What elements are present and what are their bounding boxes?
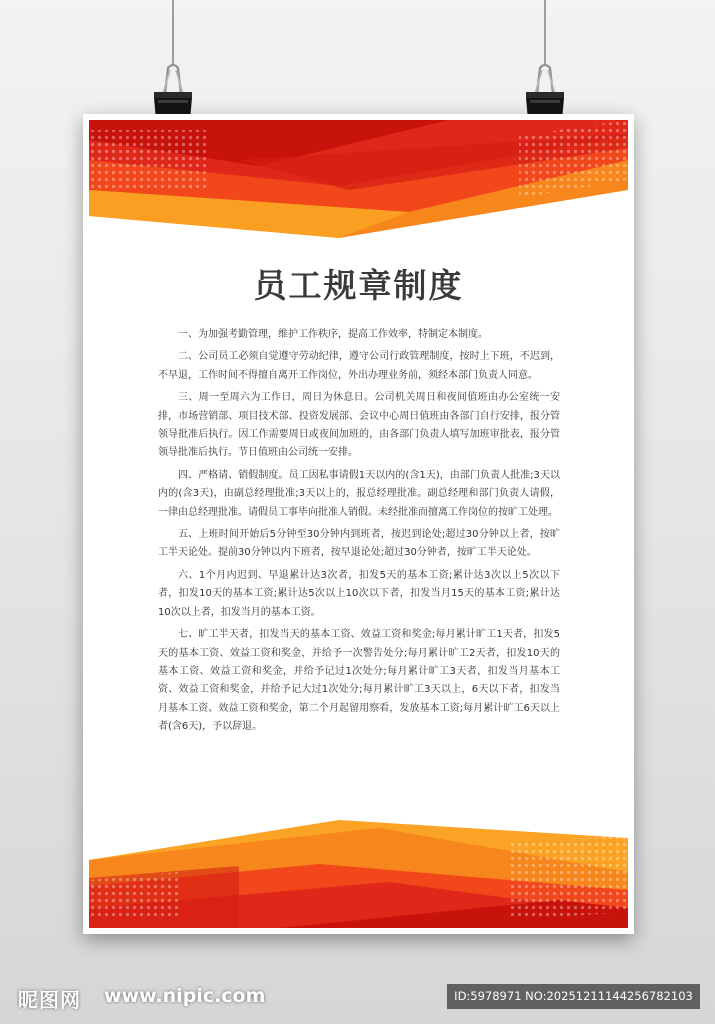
- rules-body: [158, 326, 560, 741]
- binder-clip-right-icon: [522, 60, 568, 122]
- binder-clip-left-icon: [150, 60, 196, 122]
- image-id-bar: ID:5978971 NO:20251211144256782103: [447, 984, 700, 1009]
- hanging-wire-right: [544, 0, 546, 66]
- top-decorative-banner: [89, 120, 628, 240]
- rule-paragraph-5: 五、上班时间开始后5分钟至30分钟内到班者，按迟到论处;超过30分钟以上者，按旷工半天论处。提前30分钟以内下班者，按早退论处;超过30分钟者，按旷工半天论处。: [158, 529, 560, 559]
- rule-paragraph-6: 六、1个月内迟到、早退累计达3次者，扣发5天的基本工资;累计达3次以上5次以下者，扣发10天的基本工资;累计达5次以上10次以下者，扣发当月15天的基本工资;累计达10次以上者，扣发当月的基本工资。: [158, 569, 560, 618]
- rule-paragraph-3: 三、周一至周六为工作日，周日为休息日。公司机关周日和夜间值班由办公室统一安排，市场营销部、项目技术部、投资发展部、会议中心周日值班由各部门自行安排，报分管领导批准后执行。因工作需要周日或夜间加班的，由各部门负责人填写加班审批表，报分管领导批准后执行。节日值班由公司统一安排。: [158, 392, 560, 459]
- poster: [83, 114, 634, 934]
- page-title: 员工规章制度: [253, 266, 464, 305]
- bottom-decorative-banner: [89, 820, 628, 928]
- nipic-logo: 昵图网: [18, 988, 81, 1012]
- rule-paragraph-7: 七、旷工半天者，扣发当天的基本工资、效益工资和奖金;每月累计旷工1天者，扣发5天的基本工资、效益工资和奖金，并给予一次警告处分;每月累计旷工2天者，扣发10天的基本工资、效益工资和奖金，并给予记过1次处分;每月累计旷工3天者，扣发当月基本工资、效益工资和奖金，并给予记大过1次处分;每月累计旷工3天以上，6天以下者，扣发当月基本工资、效益工资和奖金，第二个月起留用察看，发放基本工资;每月累计旷工6天以上者(含6天)，予以辞退。: [158, 629, 560, 733]
- hanging-wire-left: [172, 0, 174, 66]
- rule-paragraph-2: 二、公司员工必须自觉遵守劳动纪律，遵守公司行政管理制度，按时上下班，不迟到，不早退，工作时间不得擅自离开工作岗位，外出办理业务前，须经本部门负责人同意。: [158, 351, 560, 381]
- poster-content: [89, 120, 628, 928]
- nipic-url: www.nipic.com: [104, 985, 266, 1007]
- rule-paragraph-1: 一、为加强考勤管理，维护工作秩序，提高工作效率，特制定本制度。: [178, 329, 488, 340]
- rule-paragraph-4: 四、严格请、销假制度。员工因私事请假1天以内的(含1天)，由部门负责人批准;3天以内的(含3天)，由副总经理批准;3天以上的，报总经理批准。副总经理和部门负责人请假，一律由总经理批准。请假员工事毕向批准人销假。未经批准而擅离工作岗位的按旷工处理。: [158, 469, 560, 518]
